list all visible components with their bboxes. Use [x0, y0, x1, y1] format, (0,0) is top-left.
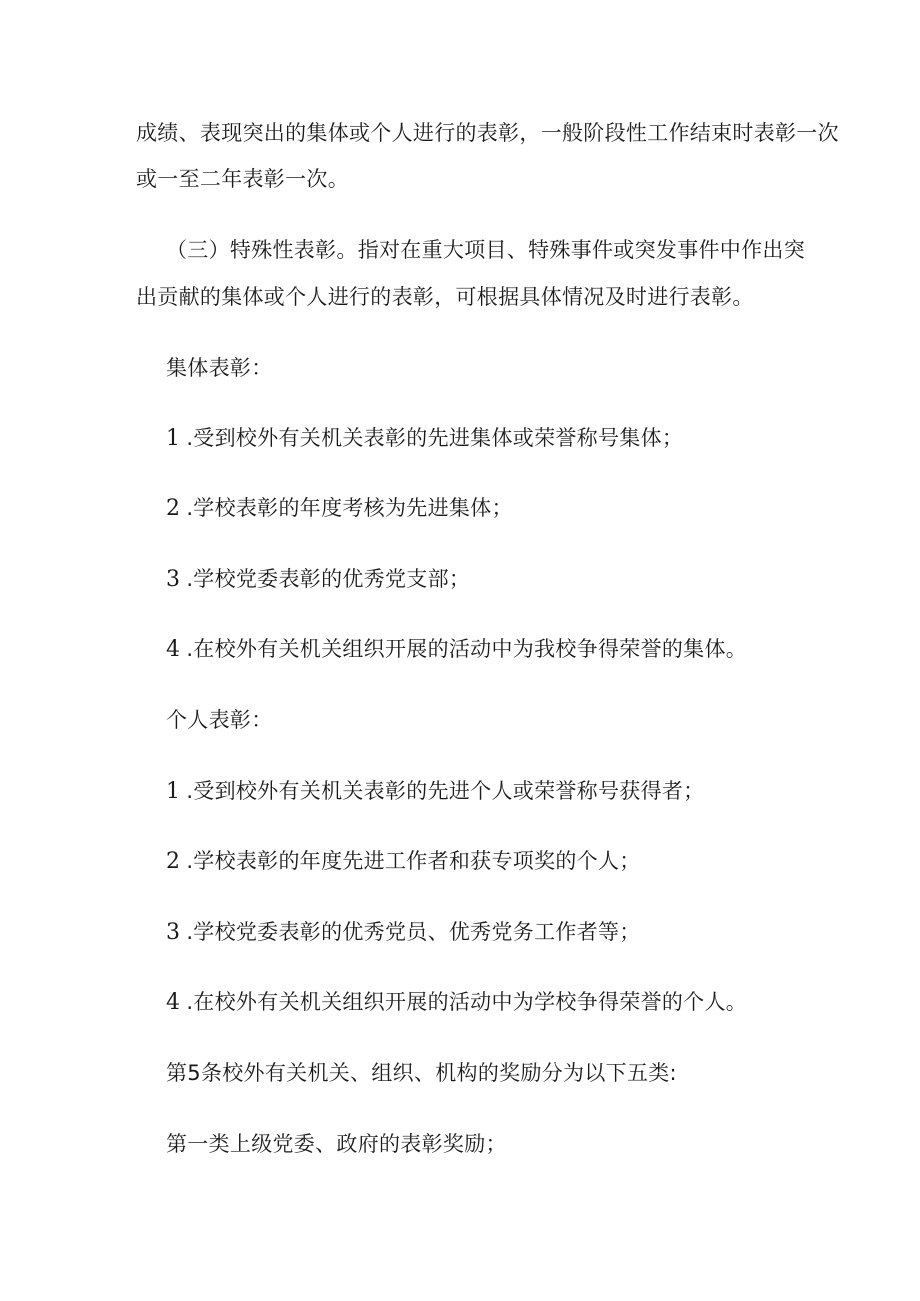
- category-1: 第一类上级党委、政府的表彰奖励；: [166, 1132, 507, 1156]
- paragraph-1-line-1: 成绩、表现突出的集体或个人进行的表彰，一般阶段性工作结束时表彰一次: [136, 121, 839, 145]
- item-text: .学校表彰的年度先进工作者和获专项奖的个人；: [186, 849, 641, 873]
- item-text: .学校党委表彰的优秀党支部；: [186, 567, 471, 591]
- collective-item-4: [166, 635, 747, 664]
- item-number: 4: [166, 990, 181, 1015]
- paragraph-2-line-1: （三）特殊性表彰。指对在重大项目、特殊事件或突发事件中作出突: [166, 238, 805, 262]
- item-number: 1: [166, 779, 181, 804]
- individual-item-3: [166, 918, 641, 947]
- item-text: .受到校外有关机关表彰的先进个人或荣誉称号获得者；: [186, 779, 705, 803]
- item-text: .受到校外有关机关表彰的先进集体或荣誉称号集体；: [186, 426, 684, 450]
- item-number: 2: [166, 849, 181, 874]
- item-text: .在校外有关机关组织开展的活动中为学校争得荣誉的个人。: [186, 990, 748, 1014]
- item-number: 2: [166, 496, 181, 521]
- item-number: 3: [166, 920, 181, 945]
- paragraph-2-line-2: 出贡献的集体或个人进行的表彰，可根据具体情况及时进行表彰。: [136, 285, 754, 309]
- item-number: 4: [166, 637, 181, 662]
- item-number: 1: [166, 426, 181, 451]
- individual-item-2: [166, 847, 641, 876]
- item-text: .学校党委表彰的优秀党员、优秀党务工作者等；: [186, 920, 641, 944]
- item-text: .在校外有关机关组织开展的活动中为我校争得荣誉的集体。: [186, 637, 748, 661]
- article-5: 第5条校外有关机关、组织、机构的奖励分为以下五类:: [166, 1061, 677, 1085]
- collective-item-2: [166, 494, 513, 523]
- individual-heading: 个人表彰：: [166, 708, 273, 732]
- collective-item-1: [166, 424, 683, 453]
- item-number: 3: [166, 567, 181, 592]
- item-text: .学校表彰的年度考核为先进集体；: [186, 496, 513, 520]
- individual-item-1: [166, 777, 705, 806]
- individual-item-4: [166, 988, 747, 1017]
- paragraph-1-line-2: 或一至二年表彰一次。: [136, 167, 349, 191]
- collective-item-3: [166, 565, 470, 594]
- collective-heading: 集体表彰：: [166, 356, 273, 380]
